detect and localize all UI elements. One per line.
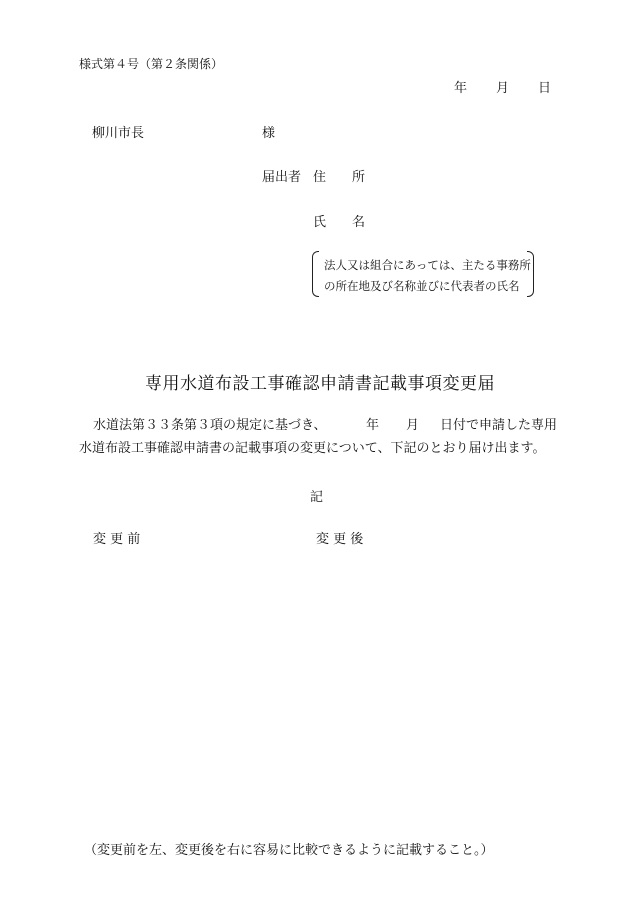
body-line1-start: 水道法第３３条第３項の規定に基づき、 <box>93 418 327 433</box>
date-day-label: 日 <box>538 81 552 96</box>
footnote: （変更前を左、変更後を右に容易に比較できるように記載すること。） <box>84 843 494 858</box>
date-year-label: 年 <box>454 81 468 96</box>
body-line1-year: 年 <box>366 418 380 433</box>
body-line1-end: 日付で申請した専用 <box>440 418 558 433</box>
bracket-left <box>312 251 319 297</box>
body-line1-month: 月 <box>406 418 420 433</box>
applicant-name-label: 氏 名 <box>313 215 366 230</box>
corporate-note-line1: 法人又は組合にあっては、主たる事務所 <box>324 258 531 272</box>
form-number: 様式第４号（第２条関係） <box>79 57 224 71</box>
corporate-note-bracket <box>312 251 534 297</box>
date-month-label: 月 <box>496 81 510 96</box>
column-before-label: 変 更 前 <box>93 532 141 547</box>
corporate-note-line2: の所在地及び名称並びに代表者の氏名 <box>324 279 520 293</box>
applicant-address-label: 住 所 <box>313 170 366 185</box>
applicant-label: 届出者 <box>262 170 302 185</box>
body-line2: 水道布設工事確認申請書の記載事項の変更について、下記のとおり届け出ます。 <box>79 441 546 456</box>
document-title: 専用水道布設工事確認申請書記載事項変更届 <box>145 374 495 394</box>
ki-heading: 記 <box>310 490 324 505</box>
addressee-name: 柳川市長 <box>92 126 145 141</box>
column-after-label: 変 更 後 <box>316 532 364 547</box>
addressee-honorific: 様 <box>262 126 276 141</box>
